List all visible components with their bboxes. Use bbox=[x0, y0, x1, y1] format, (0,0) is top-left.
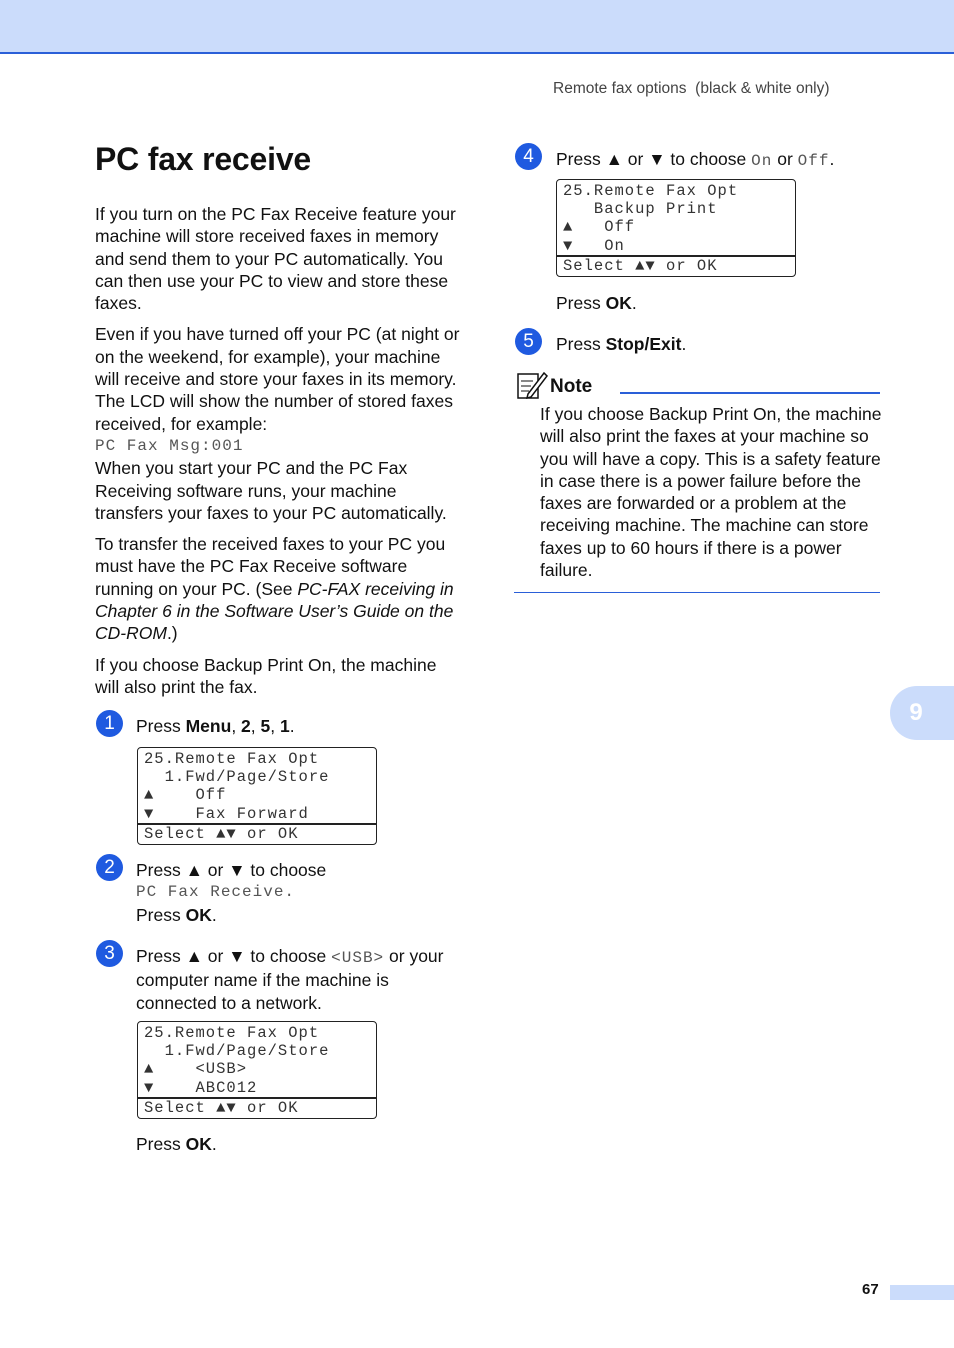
lcd-line: Select ▲▼ or OK bbox=[144, 825, 299, 843]
lcd-line: 1.Fwd/Page/Store bbox=[144, 768, 330, 786]
step-3-press-ok bbox=[136, 1134, 217, 1155]
lcd-line: ▼ ABC012 bbox=[144, 1079, 258, 1097]
intro-text bbox=[95, 203, 465, 707]
lcd-line: 25.Remote Fax Opt bbox=[144, 750, 320, 768]
step-1-badge: 1 bbox=[96, 710, 123, 737]
lcd-example: PC Fax Msg:001 bbox=[95, 436, 244, 455]
note-body: If you choose Backup Print On, the machine will also print the faxes at your machine so you will have a copy. This is a safety feature in case there is a power failure before the faxes are forwarded or a problem at the receiving machine. The machine can store faxes up to 60 hours if there is a power failure. bbox=[540, 404, 882, 581]
step-5-badge: 5 bbox=[515, 328, 542, 355]
lcd-line: Backup Print bbox=[563, 200, 718, 218]
period: . bbox=[289, 716, 295, 736]
step-3-instruction-end: or your bbox=[384, 946, 444, 966]
step-4-text bbox=[556, 148, 834, 172]
running-head: Remote fax options (black & white only) bbox=[553, 80, 830, 97]
lcd-line: Select ▲▼ or OK bbox=[144, 1099, 299, 1117]
note-title: Note bbox=[550, 376, 593, 397]
stop-exit-key: Stop/Exit bbox=[605, 334, 682, 354]
lcd-line: 25.Remote Fax Opt bbox=[144, 1024, 320, 1042]
press-label: Press bbox=[136, 1134, 186, 1154]
page-title: PC fax receive bbox=[95, 141, 312, 177]
ok-key: OK bbox=[605, 293, 632, 313]
ok-key: OK bbox=[185, 904, 212, 925]
period: . bbox=[829, 149, 835, 169]
note-rule-top bbox=[620, 392, 880, 394]
cross-reference: PC-FAX receiving in Chapter 6 in the Software User’s Guide on the CD-ROM bbox=[95, 578, 454, 644]
lcd-value-usb: <USB> bbox=[331, 949, 385, 967]
lcd-screen-step-4 bbox=[556, 179, 796, 277]
step-2-press-ok bbox=[136, 904, 326, 926]
step-4-instruction: Press ▲ or ▼ to choose bbox=[556, 149, 752, 169]
intro-paragraph-3: When you start your PC and the PC Fax Receiving software runs, your machine transfers your faxes to your PC automatically. bbox=[95, 458, 447, 523]
lcd-line: 1.Fwd/Page/Store bbox=[144, 1042, 330, 1060]
lcd-value-pc-fax-receive: PC Fax Receive. bbox=[136, 883, 296, 902]
press-label: Press bbox=[136, 904, 186, 925]
menu-key: Menu bbox=[185, 716, 232, 736]
key-5: 5 bbox=[260, 716, 271, 736]
lcd-line: 25.Remote Fax Opt bbox=[563, 182, 739, 200]
period: . bbox=[211, 1134, 217, 1154]
press-label: Press bbox=[556, 293, 606, 313]
intro-paragraph-1: If you turn on the PC Fax Receive feature your machine will store received faxes in memory and send them to your PC automatically. You can then use your PC to view and store these faxes. bbox=[95, 204, 456, 314]
ok-key: OK bbox=[185, 1134, 212, 1154]
step-3-text bbox=[136, 945, 443, 1014]
intro-paragraph-4 bbox=[95, 533, 465, 644]
intro-p4-text: To transfer the received faxes to your PC you must have the PC Fax Receive software running on your PC. (See bbox=[95, 534, 446, 599]
note-rule-bottom bbox=[514, 592, 880, 593]
lcd-line: ▲ <USB> bbox=[144, 1060, 248, 1078]
note-pencil-icon bbox=[516, 370, 548, 405]
sep: , bbox=[231, 716, 242, 736]
intro-p4-end: .) bbox=[166, 623, 178, 644]
page-number-bar bbox=[890, 1285, 954, 1300]
key-1: 1 bbox=[279, 716, 290, 736]
press-label: Press bbox=[556, 334, 606, 354]
intro-paragraph-5: If you choose Backup Print On, the machine will also print the fax. bbox=[95, 654, 437, 697]
period: . bbox=[681, 334, 687, 354]
or-text: or bbox=[772, 149, 798, 169]
step-2-text bbox=[136, 859, 326, 926]
step-5-text bbox=[556, 333, 686, 355]
step-2-badge: 2 bbox=[96, 854, 123, 881]
step-1-text bbox=[136, 715, 295, 737]
step-3-instruction: Press ▲ or ▼ to choose bbox=[136, 946, 332, 966]
lcd-line: ▲ Off bbox=[144, 786, 227, 804]
step-3-line-2: computer name if the machine is bbox=[136, 970, 389, 991]
step-2-instruction: Press ▲ or ▼ to choose bbox=[136, 860, 327, 880]
lcd-screen-step-3 bbox=[137, 1021, 377, 1119]
lcd-line: ▼ On bbox=[563, 237, 625, 255]
lcd-line: ▲ Off bbox=[563, 218, 636, 236]
step-3-line-1 bbox=[136, 945, 443, 969]
key-2: 2 bbox=[241, 716, 251, 736]
lcd-line: ▼ Fax Forward bbox=[144, 805, 309, 823]
step-4-badge: 4 bbox=[515, 143, 542, 170]
step-3-badge: 3 bbox=[96, 940, 123, 967]
period: . bbox=[211, 904, 217, 925]
lcd-value-off: Off bbox=[797, 152, 830, 170]
chapter-tab[interactable]: 9 bbox=[890, 686, 954, 740]
intro-paragraph-2: Even if you have turned off your PC (at night or on the weekend, for example), your machine will receive and store your faxes in its memory. The LCD will show the number of stored faxes received, for example: bbox=[95, 324, 460, 434]
lcd-line: Select ▲▼ or OK bbox=[563, 257, 718, 275]
lcd-screen-step-1 bbox=[137, 747, 377, 845]
sep: , bbox=[270, 716, 280, 736]
page-number: 67 bbox=[862, 1281, 879, 1298]
period: . bbox=[631, 293, 637, 313]
step-3-line-3: connected to a network. bbox=[136, 992, 322, 1013]
step-1-press: Press bbox=[136, 716, 186, 736]
lcd-value-on: On bbox=[751, 152, 773, 170]
step-4-press-ok bbox=[556, 293, 637, 314]
header-bar bbox=[0, 0, 954, 54]
sep: , bbox=[250, 716, 261, 736]
